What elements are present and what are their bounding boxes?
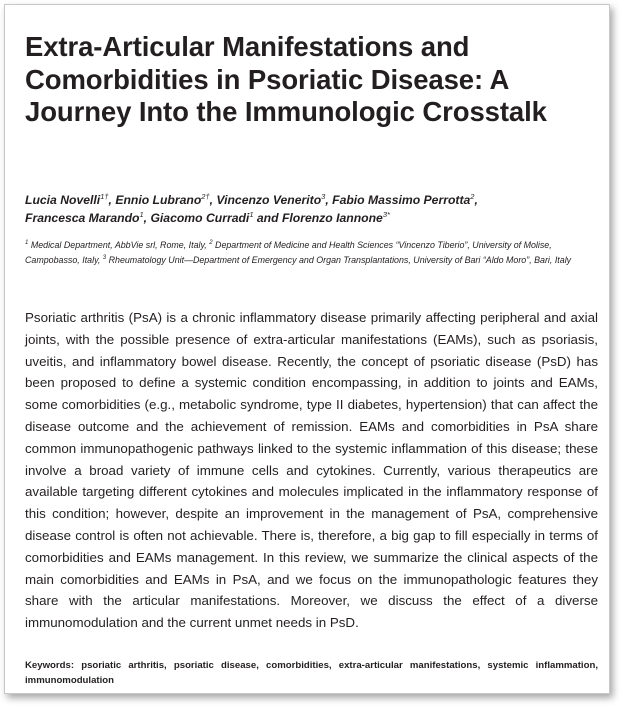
author: Florenzo Iannone$^{3*}$ [281,209,390,225]
keywords-label: Keywords: [25,660,75,671]
author: Lucia Novelli$^{1\dagger}$, [25,191,116,207]
article-title: Extra-Articular Manifestations and Comorbidities in Psoriatic Disease: A Journey Into the Immunologic Crosstalk [25,31,547,127]
author-list [25,191,605,227]
author: Vincenzo Venerito$^3$, [216,191,333,207]
affiliation: $^2$ Department of Medicine and Health Sciences “Vincenzo Tiberio”, University of Molise, Campobasso, Italy, [25,240,552,266]
abstract-text: Psoriatic arthritis (PsA) is a chronic inflammatory disease primarily affecting peripheral and axial joints, with the possible presence of extra-articular manifestations (EAMs), such as psoriasis, uveitis, and inflammatory bowel disease. Recently, the concept of psoriatic disease (PsD) has been proposed to define a systemic condition encompassing, in addition to joints and EAMs, some comorbidities (e.g., metabolic syndrome, type II diabetes, hypertension) that can affect the disease outcome and the achievement of remission. EAMs and comorbidities in PsA share common immunopathogenic pathways linked to the systemic inflammation of this disease; these involve a broad variety of immune cells and cytokines. Currently, various therapeutics are available targeting different cytokines and molecules implicated in the inflammatory response of this condition; however, despite an improvement in the management of PsA, comprehensive disease control is often not achievable. There is, therefore, a big gap to fill especially in terms of comorbidities and EAMs management. In this review, we summarize the clinical aspects of the main comorbidities and EAMs in PsA, and we focus on the immunopathologic features they share with the articular manifestations. Moreover, we discuss the effect of a diverse immunomodulation and the current unmet needs in PsD. [25,310,598,631]
paper-page [4,4,610,694]
author: Francesca Marando$^1$, [25,209,151,225]
affiliation-list [25,238,605,269]
affiliation: $^1$ Medical Department, AbbVie srl, Rome, Italy, [25,240,210,250]
author: Fabio Massimo Perrotta$^2$, [332,191,478,207]
keywords-list: psoriatic arthritis, psoriatic disease, comorbidities, extra-articular manifestations, systemic inflammation, immunomodulation [25,660,598,686]
affiliation: $^3$ Rheumatology Unit—Department of Emergency and Organ Transplantations, University of Bari “Aldo Moro”, Bari, Italy [102,255,572,266]
author: Ennio Lubrano$^{2\dagger}$, [115,191,217,207]
author: Giacomo Curradi$^1$ and [150,209,282,225]
keywords-section [25,659,598,688]
